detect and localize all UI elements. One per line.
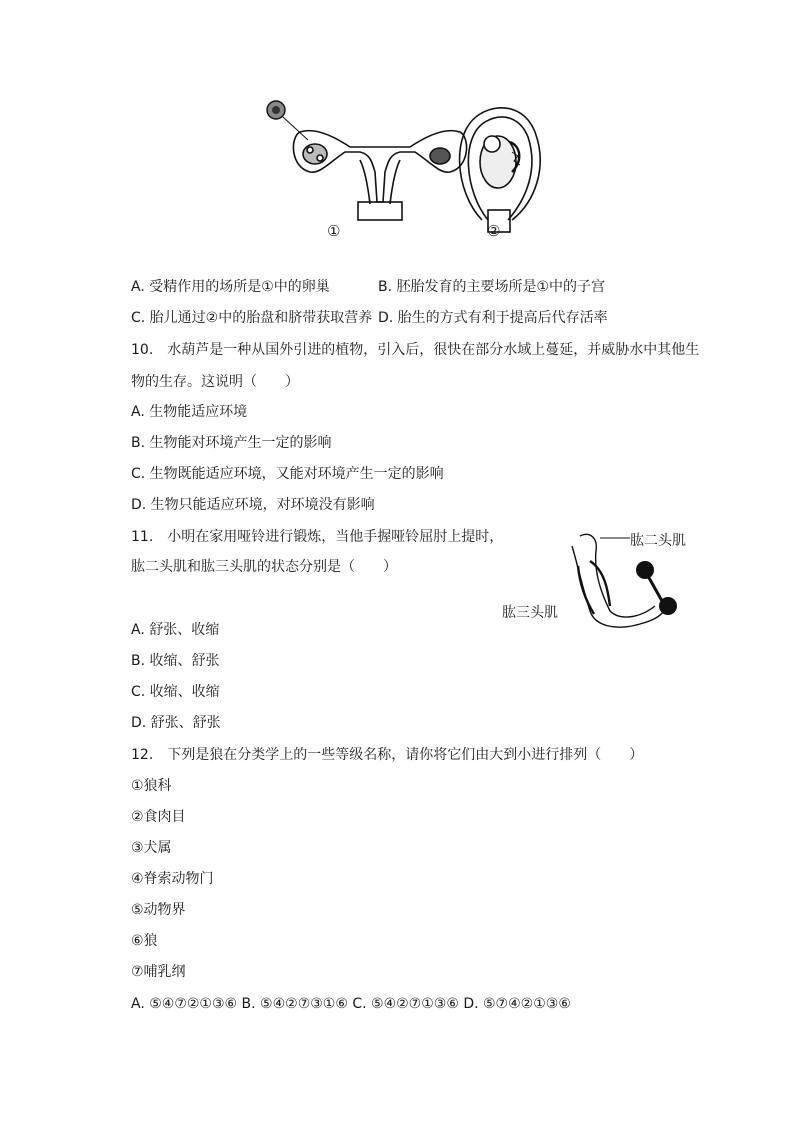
- q12-item-5: ⑤动物界: [131, 902, 186, 918]
- q12-item-4: ④脊索动物门: [131, 871, 214, 887]
- q12-item-3: ③犬属: [131, 840, 172, 856]
- q10-option-a: A. 生物能适应环境: [131, 404, 248, 420]
- triceps-label: 肱三头肌: [502, 605, 558, 621]
- q9-option-c: C. 胎儿通过②中的胎盘和脐带获取营养: [131, 310, 373, 326]
- q10-stem-line1: 10. 水葫芦是一种从国外引进的植物，引入后，很快在部分水域上蔓延，并威胁水中其他生: [131, 342, 700, 358]
- figure-label-2: ②: [487, 222, 501, 240]
- q11-stem-line2: 肱二头肌和肱三头肌的状态分别是（ ）: [131, 559, 397, 575]
- q10-option-c: C. 生物既能适应环境，又能对环境产生一定的影响: [131, 466, 444, 482]
- q12-item-1: ①狼科: [131, 778, 172, 794]
- q12-stem: 12. 下列是狼在分类学上的一些等级名称，请你将它们由大到小进行排列（ ）: [131, 747, 644, 763]
- q12-item-2: ②食肉目: [131, 809, 186, 825]
- q11-option-d: D. 舒张、舒张: [131, 715, 221, 731]
- q9-option-a: A. 受精作用的场所是①中的卵巢: [131, 279, 330, 295]
- reproductive-system-figure: [260, 92, 550, 242]
- dumbbell-weight-bottom-icon: [659, 597, 677, 615]
- q9-option-b: B. 胚胎发育的主要场所是①中的子宫: [378, 279, 606, 295]
- q10-option-d: D. 生物只能适应环境，对环境没有影响: [131, 497, 375, 513]
- q11-option-c: C. 收缩、收缩: [131, 684, 220, 700]
- q12-options: A. ⑤④⑦②①③⑥ B. ⑤④②⑦③①⑥ C. ⑤④②⑦①③⑥ D. ⑤⑦④②①③⑥: [131, 996, 571, 1012]
- q11-stem-line1: 11. 小明在家用哑铃进行锻炼，当他手握哑铃屈肘上提时，: [131, 529, 504, 545]
- q12-item-7: ⑦哺乳纲: [131, 964, 186, 980]
- figure-label-1: ①: [327, 222, 341, 240]
- q12-item-6: ⑥狼: [131, 933, 158, 949]
- biceps-label: 肱二头肌: [630, 533, 686, 549]
- egg-cell-icon: [267, 101, 308, 140]
- q11-option-a: A. 舒张、收缩: [131, 622, 220, 638]
- q9-option-d: D. 胎生的方式有利于提高后代存活率: [378, 310, 608, 326]
- fetus-in-uterus-diagram: [460, 108, 541, 232]
- q10-stem-line2: 物的生存。这说明（ ）: [131, 374, 299, 390]
- q10-option-b: B. 生物能对环境产生一定的影响: [131, 435, 332, 451]
- q11-option-b: B. 收缩、舒张: [131, 653, 220, 669]
- uterus-diagram: [293, 131, 466, 220]
- dumbbell-weight-top-icon: [636, 561, 654, 579]
